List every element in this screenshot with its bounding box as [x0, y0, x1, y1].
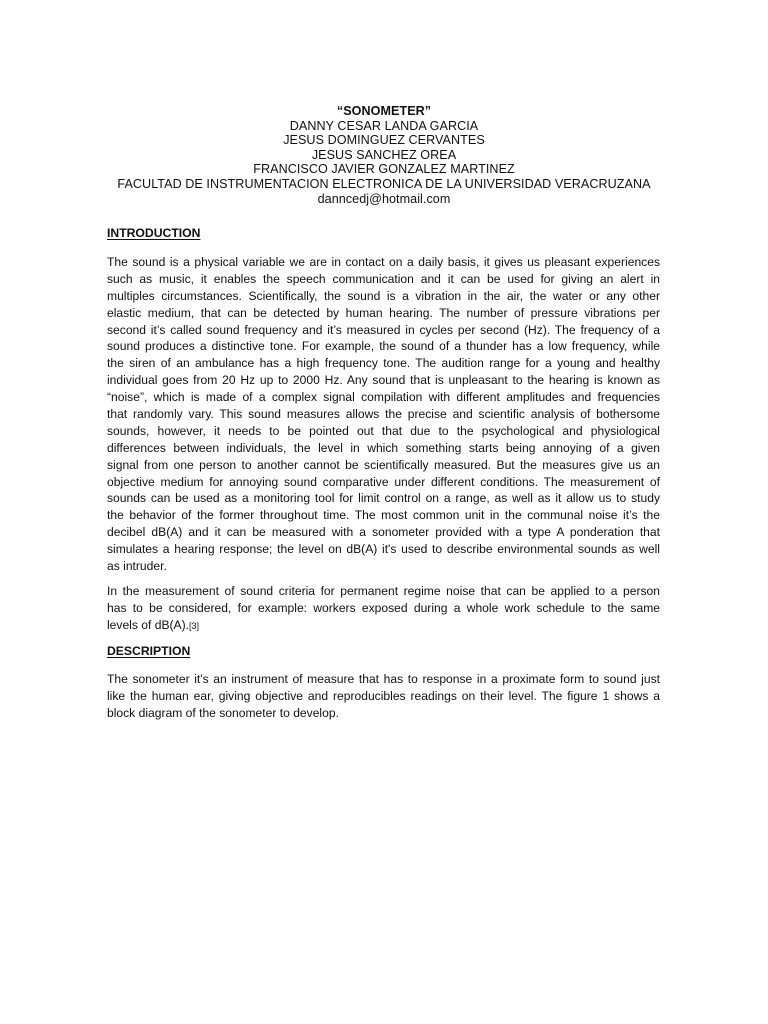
- paragraph-line: objective medium for annoying sound comparative under different conditions. The measurement of: [107, 474, 660, 489]
- paragraph-line: has to be considered, for example: workers exposed during a whole work schedule to the same: [107, 600, 660, 615]
- paragraph-line: that randomly vary. This sound measures allows the precise and scientific analysis of bothersome: [107, 407, 660, 422]
- section-heading-description: DESCRIPTION: [107, 644, 191, 658]
- paragraph-line: sound produces a distinctive tone. For example, the sound of a thunder has a low frequency, while: [107, 339, 660, 354]
- paragraph-line: The sound is a physical variable we are in contact on a daily basis, it gives us pleasant experiences: [107, 255, 660, 269]
- author-name: JESUS SANCHEZ OREA: [311, 147, 457, 162]
- description-paragraph-1: [107, 671, 660, 722]
- paragraph-line: decibel dB(A) and it can be measured with a sonometer provided with a type A ponderation that: [107, 525, 660, 540]
- paragraph-line: such as music, it enables the speech communication and it can be used for giving an alert in: [107, 271, 660, 286]
- paragraph-line: as intruder.: [107, 559, 167, 574]
- introduction-paragraph-2: [107, 583, 660, 634]
- paper-header: [0, 104, 768, 206]
- paragraph-line: The sonometer it's an instrument of measure that has to response in a proximate form to sound just: [107, 672, 660, 686]
- paragraph-line: elastic medium, that can be detected by human hearing. The number of pressure vibrations per: [107, 305, 660, 320]
- author-name: FRANCISCO JAVIER GONZALEZ MARTINEZ: [253, 162, 515, 177]
- paragraph-line: “noise”, which is made of a complex signal compilation with different amplitudes and frequencies: [107, 390, 660, 405]
- affiliation: FACULTAD DE INSTRUMENTACION ELECTRONICA DE LA UNIVERSIDAD VERACRUZANA: [117, 176, 651, 191]
- contact-email: danncedj@hotmail.com: [317, 191, 451, 206]
- paragraph-line: signal from one person to another cannot be scientifically measured. But the measures give us an: [107, 457, 660, 472]
- paragraph-line: like the human ear, giving objective and reproducibles readings on their level. The figure 1 shows a: [107, 688, 660, 703]
- paragraph-line: simulates a hearing response; the level on dB(A) it's used to describe environmental sounds as well: [107, 542, 660, 557]
- paragraph-line: levels of dB(A).[3]: [107, 617, 200, 632]
- paragraph-line: second it’s called sound frequency and it’s measured in cycles per second (Hz). The frequency of a: [107, 322, 660, 337]
- citation-reference[interactable]: [3]: [189, 620, 200, 631]
- introduction-paragraph-1: [107, 254, 660, 575]
- paragraph-line: the behavior of the former throughout time. The most common unit in the communal noise it’s the: [107, 508, 660, 523]
- paragraph-line: individual goes from 20 Hz up to 2000 Hz. Any sound that is unpleasant to the hearing is known as: [107, 373, 660, 388]
- author-name: DANNY CESAR LANDA GARCIA: [289, 118, 479, 133]
- section-heading-introduction: INTRODUCTION: [107, 226, 201, 240]
- paragraph-line: differences between individuals, the level in which something starts being annoying of a given: [107, 440, 660, 455]
- paper-title: “SONOMETER”: [336, 104, 432, 118]
- paragraph-line: block diagram of the sonometer to develop.: [107, 705, 339, 720]
- author-name: JESUS DOMINGUEZ CERVANTES: [283, 133, 485, 148]
- paragraph-line: the siren of an ambulance has a high frequency tone. The audition range for a young and healthy: [107, 356, 660, 371]
- paragraph-line: multiples circumstances. Scientifically, the sound is a vibration in the air, the water or any other: [107, 288, 660, 303]
- paragraph-line: sounds can be used as a monitoring tool for limit control on a range, as well as it allow us to study: [107, 491, 660, 506]
- paragraph-line: In the measurement of sound criteria for permanent regime noise that can be applied to a person: [107, 584, 660, 598]
- paragraph-line: sounds, however, it needs to be pointed out that due to the psychological and physiological: [107, 423, 660, 438]
